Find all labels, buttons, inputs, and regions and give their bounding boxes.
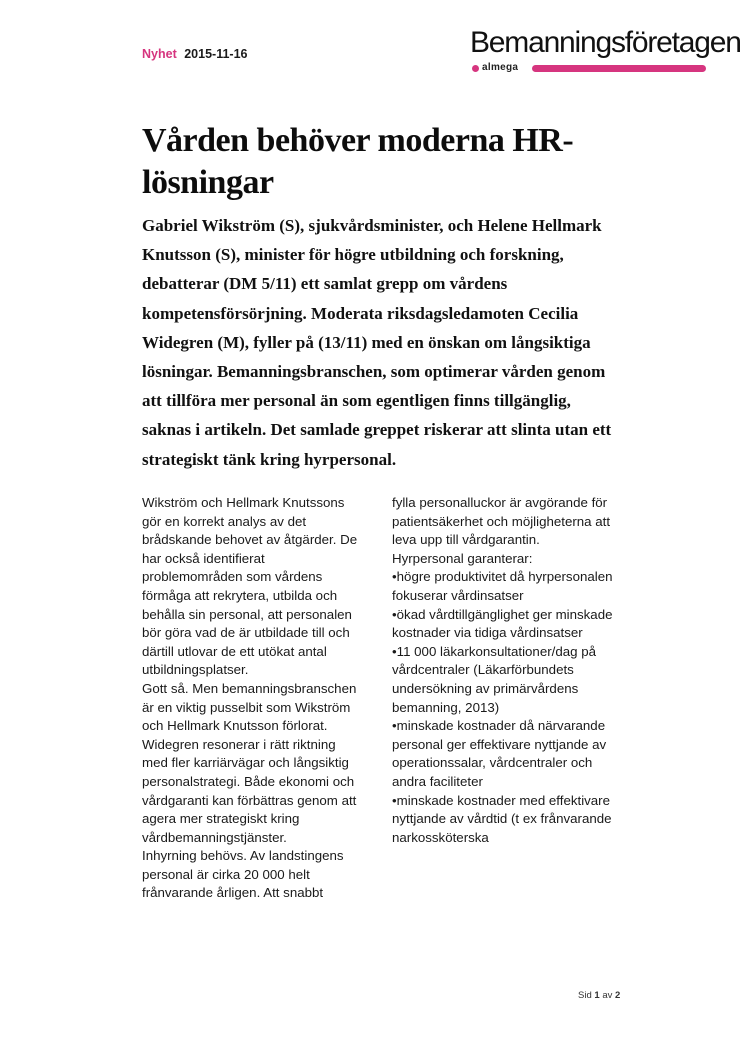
body-paragraph: Wikström och Hellmark Knutssons gör en korrekt analys av det brådskande behovet av åtgärder. De har också identifierat problemområden som vårdens förmåga att rekrytera, utbilda och behålla sin personal, att personalen bör göra vad de är utbildade till och därtill utlovar de ett utökat antal utbildningsplatser. <box>142 495 358 678</box>
body-paragraph: Gott så. Men bemanningsbranschen är en viktig pusselbit som Wikström och Hellmark Knutsson förlorat. Widegren resonerar i rätt riktning med fler karriärvägar och långsiktig personalstrategi. Både ekonomi och vårdgaranti kan förbättras genom att agera mer strategiskt kring vårdbemanningstjänster. <box>142 680 357 845</box>
dateline <box>142 47 247 61</box>
body-paragraph: Inhyrning behövs. Av landstingens personal är cirka 20 000 helt frånvarande årligen. Att snabbt <box>142 848 344 901</box>
article-title: Vården behöver moderna HR-lösningar <box>142 122 574 201</box>
bemanningsforetagen-logo <box>470 26 741 74</box>
bullet-item: •ökad vårdtillgänglighet ger minskade kostnader via tidiga vårdinsatser <box>392 606 613 641</box>
right-column <box>392 494 614 847</box>
page-current: 1 <box>594 990 600 1001</box>
page-number <box>578 990 620 1001</box>
logo-dot <box>472 65 479 72</box>
bullet-item: •minskade kostnader då närvarande personal ger effektivare nyttjande av operationssalar, vårdcentraler och andra faciliteter <box>392 718 607 789</box>
bullet-item: •11 000 läkarkonsultationer/dag på vårdcentraler (Läkarförbundets undersökning av primärvårdens bemanning, 2013) <box>392 643 597 715</box>
article-lead: Gabriel Wikström (S), sjukvårdsminister, och Helene Hellmark Knutsson (S), minister för högre utbildning och forskning, debatterar (DM 5/11) ett samlat grepp om vårdens kompetensförsörjning. Moderata riksdagsledamoten Cecilia Widegren (M), fyller på (13/11) med en önskan om långsiktiga lösningar. Bemanningsbranschen, som optimerar vården genom att tillföra mer personal än som egentligen finns tillgänglig, saknas i artikeln. Det samlade greppet riskerar att slinta utan ett strategiskt tänk kring hyrpersonal. <box>142 216 612 469</box>
page-total: 2 <box>615 990 621 1001</box>
logo-line <box>532 65 706 72</box>
body-paragraph: fylla personalluckor är avgörande för patientsäkerhet och möjligheterna att leva upp till vårdgarantin. Hyrpersonal garanterar: <box>392 495 611 566</box>
logo-sub: almega <box>482 62 519 73</box>
bullet-item: •högre produktivitet då hyrpersonalen fokuserar vårdinsatser <box>392 569 613 603</box>
bullet-item: •minskade kostnader med effektivare nyttjande av vårdtid (t ex frånvarande narkossköterska <box>392 792 612 845</box>
news-tag: Nyhet <box>142 47 177 61</box>
page-prefix: Sid <box>578 990 592 1001</box>
logo-wordmark: Bemanningsföretagen <box>470 26 741 59</box>
publish-date: 2015-11-16 <box>184 47 248 61</box>
page-separator: av <box>602 990 613 1001</box>
logo-bar <box>470 64 706 73</box>
left-column <box>142 494 364 903</box>
